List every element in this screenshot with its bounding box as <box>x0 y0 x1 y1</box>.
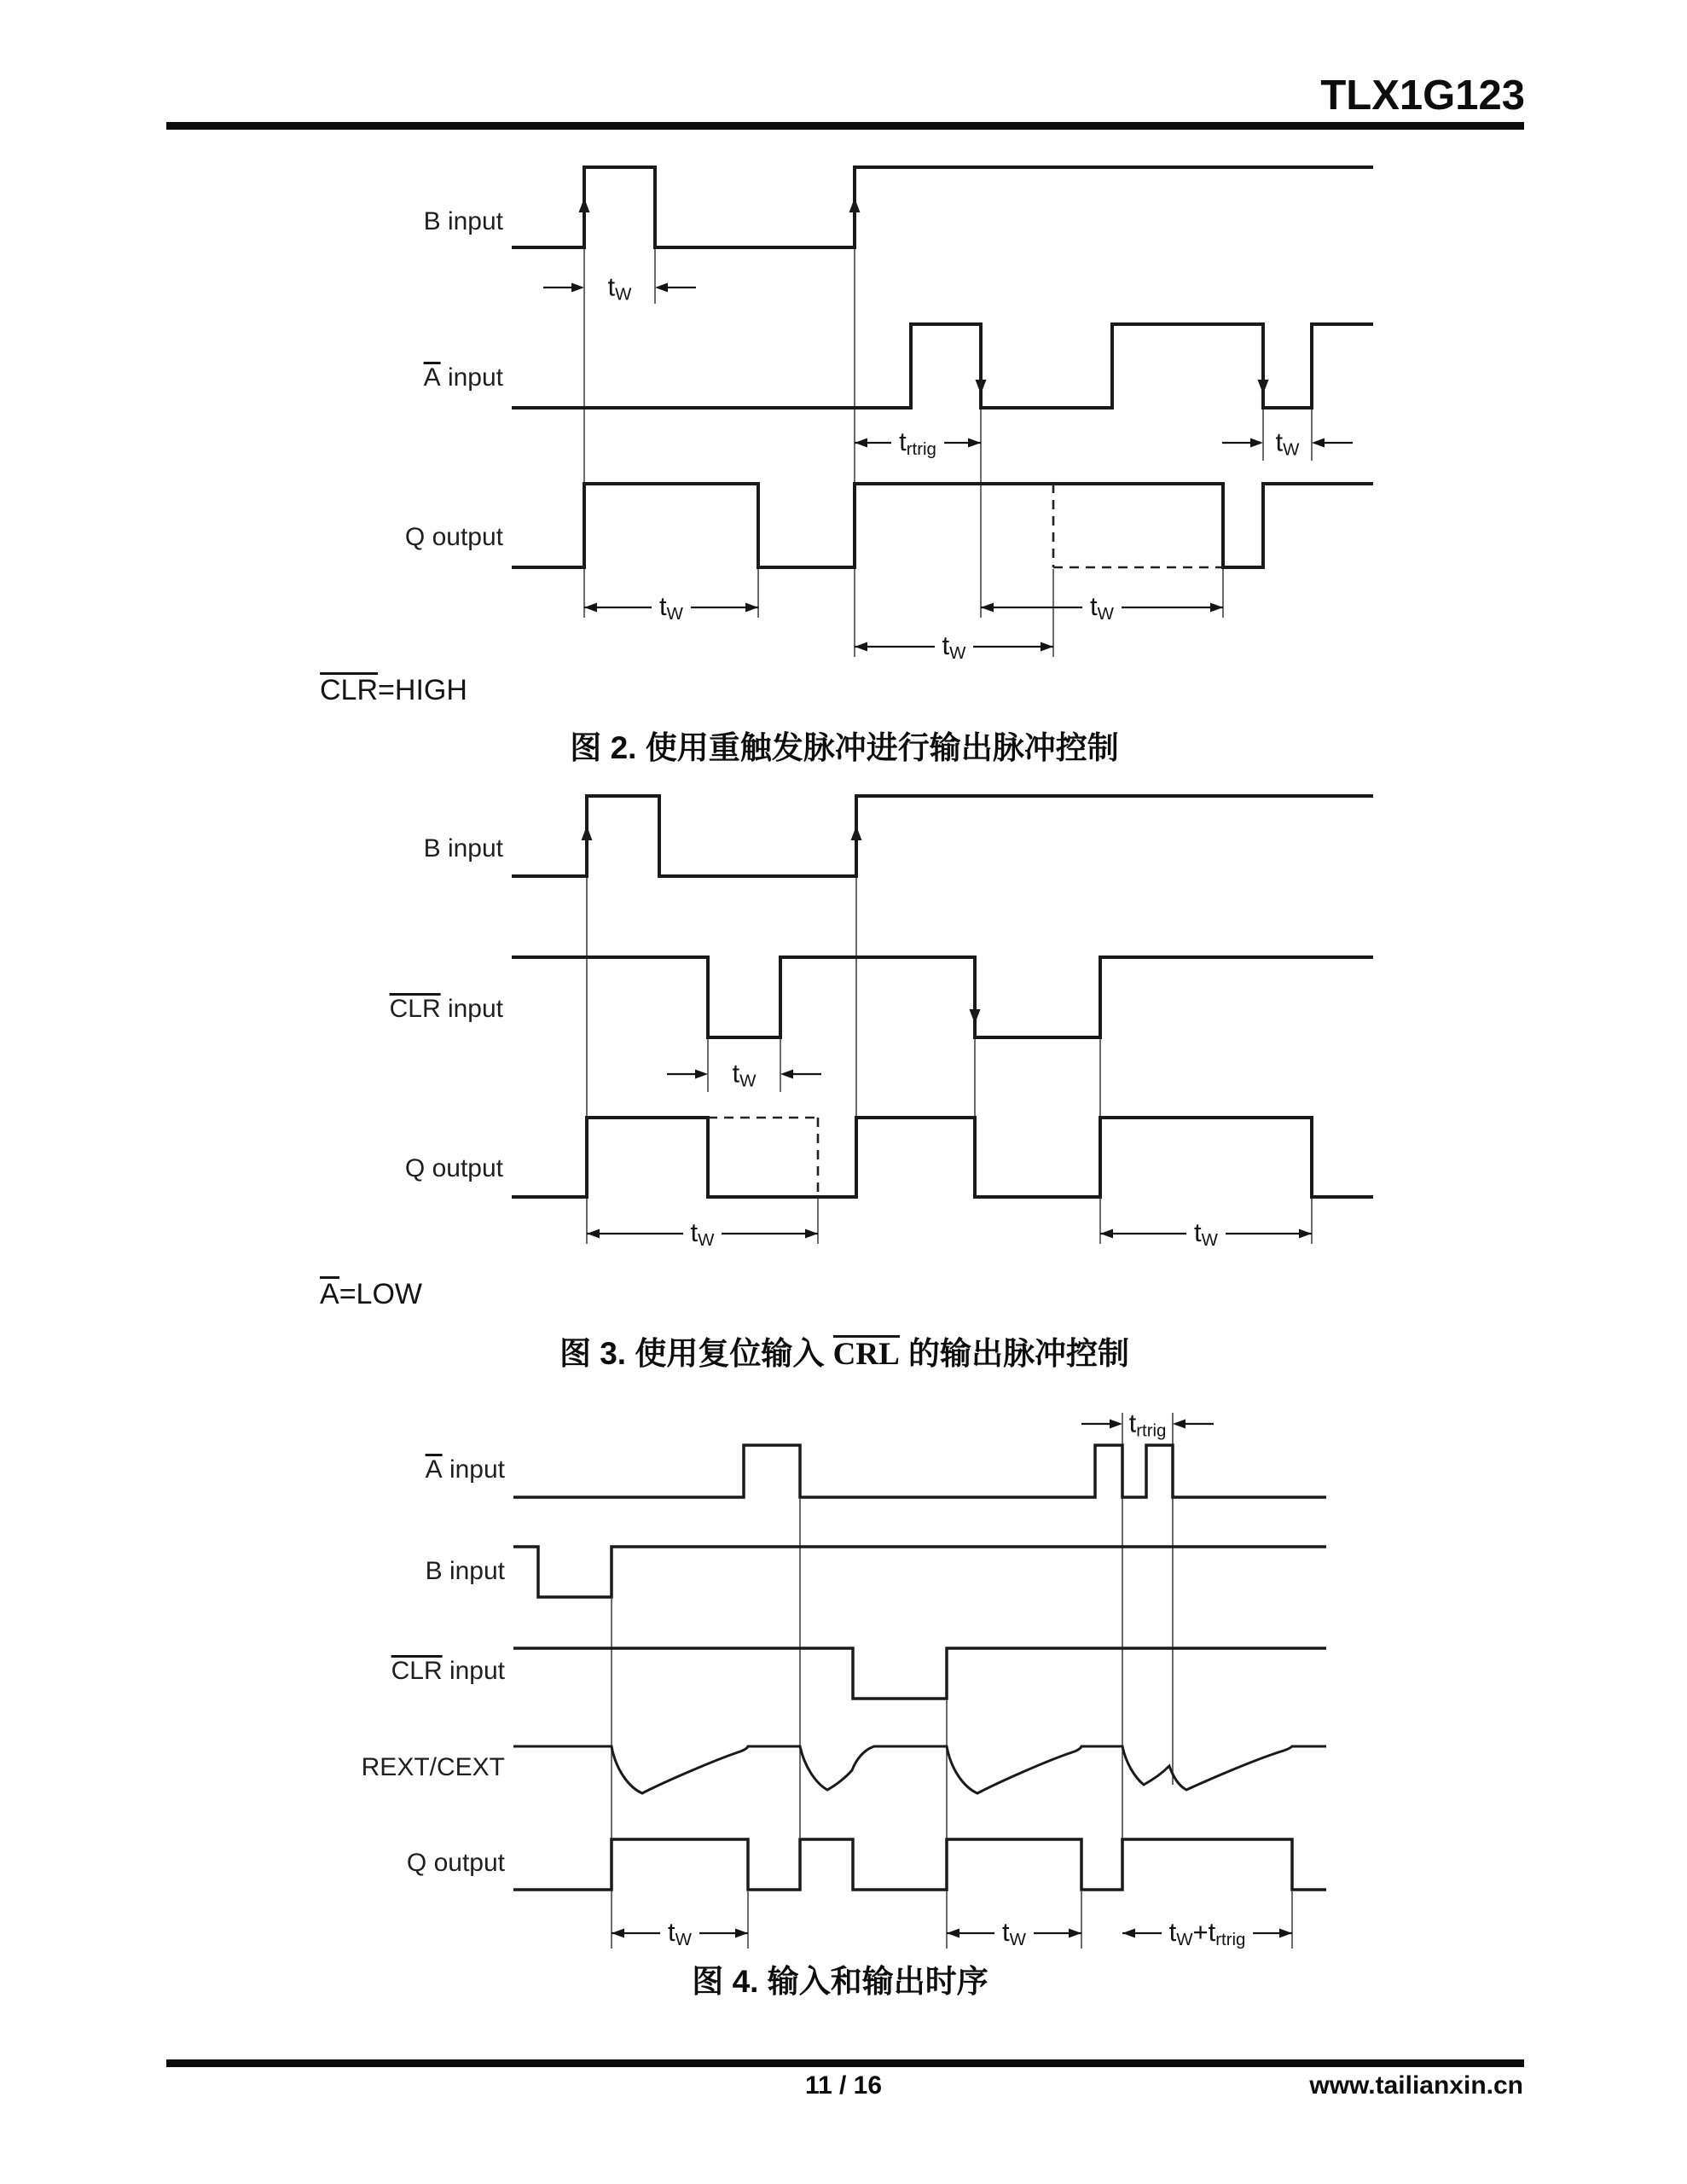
text-part: +t <box>1192 1917 1216 1948</box>
overlined-text: A <box>423 363 441 392</box>
text-part: t <box>1275 427 1284 457</box>
subscript-text: W <box>615 283 632 304</box>
text-part: t <box>1128 1408 1137 1438</box>
text-part: Q output <box>406 1849 505 1877</box>
text-part: 图 2. 使用重触发脉冲进行输出脉冲控制 <box>570 730 1119 765</box>
subscript-text: W <box>1009 1929 1026 1949</box>
text-part: t <box>899 427 907 457</box>
text-part: t <box>1194 1217 1202 1248</box>
text-part: t <box>732 1058 740 1089</box>
text-part: B input <box>425 1557 505 1585</box>
subscript-text: W <box>698 1229 715 1250</box>
overlined-text: CLR <box>389 995 441 1023</box>
text-part: t <box>1090 591 1098 622</box>
overlined-text: CLR <box>320 674 379 706</box>
overlined-text: CLR <box>391 1657 443 1685</box>
overlined-text: CRL <box>832 1337 900 1372</box>
website-link[interactable]: www.tailianxin.cn <box>1309 2071 1523 2100</box>
text-part: 的输出脉冲控制 <box>899 1336 1130 1371</box>
text-part: =LOW <box>339 1278 422 1310</box>
subscript-text: W <box>1201 1229 1218 1250</box>
page-title: TLX1G123 <box>1320 73 1525 119</box>
text-part: 图 4. 输入和输出时序 <box>692 1964 988 1999</box>
page-number: 11 / 16 <box>804 2071 883 2100</box>
subscript-text: W <box>949 642 966 663</box>
text-part: B input <box>423 834 503 863</box>
subscript-text: rtrig <box>1215 1929 1246 1949</box>
subscript-text: rtrig <box>906 439 936 459</box>
subscript-text: rtrig <box>1136 1420 1167 1440</box>
subscript-text: W <box>1097 603 1114 624</box>
text-part: Q output <box>404 523 503 551</box>
text-part: t <box>942 630 950 661</box>
text-part: REXT/CEXT <box>361 1753 505 1781</box>
text-part: t <box>1168 1917 1177 1948</box>
text-part: =HIGH <box>378 674 467 706</box>
text-part: t <box>690 1217 699 1248</box>
subscript-text: W <box>666 603 683 624</box>
subscript-text: W <box>1283 439 1300 459</box>
overlined-text: A <box>425 1455 443 1484</box>
text-part: 图 3. 使用复位输入 <box>559 1336 833 1371</box>
text-part: t <box>659 591 667 622</box>
text-part: B input <box>423 207 503 235</box>
text-part: input <box>442 1657 505 1685</box>
subscript-text: W <box>739 1070 757 1090</box>
subscript-text: W <box>1176 1929 1193 1949</box>
text-part: input <box>440 363 503 392</box>
text-part: t <box>607 271 616 302</box>
subscript-text: W <box>675 1929 692 1949</box>
text-part: t <box>1002 1917 1010 1948</box>
text-part: t <box>668 1917 675 1948</box>
footer-rule <box>166 2059 1524 2067</box>
text-part: Q output <box>404 1154 503 1182</box>
text-part: input <box>440 995 503 1023</box>
text-part: input <box>442 1455 505 1484</box>
overlined-text: A <box>320 1278 339 1310</box>
